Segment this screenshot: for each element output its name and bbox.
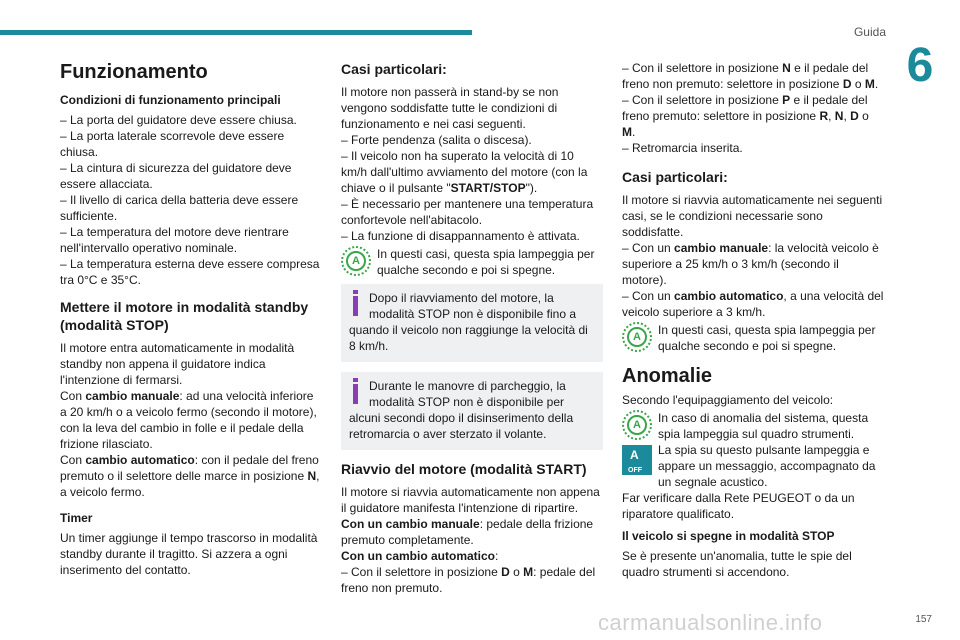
condition-item: – La temperatura esterna deve essere compresa tra 0°C e 35°C.	[60, 257, 320, 287]
restart-auto-item: – Retromarcia inserita.	[622, 141, 743, 155]
engine-stops-text: Se è presente un'anomalia, tutte le spie del quadro strumenti si accendono.	[622, 549, 852, 579]
restart-auto-item: – Con il selettore in posizione N e il pedale del freno non premuto: selettore in posizione D o M.	[622, 61, 879, 91]
condition-item: – La porta laterale scorrevole deve essere chiusa.	[60, 129, 285, 159]
auto-gearbox-text: Con cambio automatico: con il pedale del freno premuto o il selettore delle marce in posizione N, a veicolo fermo.	[60, 453, 320, 499]
restart-auto-item: – Con il selettore in posizione D o M: pedale del freno non premuto.	[341, 565, 596, 595]
restart-manual: Con un cambio manuale: pedale della frizione premuto completamente.	[341, 517, 594, 547]
column-1	[60, 56, 322, 578]
stop-start-warning-icon: A	[622, 410, 652, 440]
info-note: Dopo il riavviamento del motore, la modalità STOP non è disponibile fino a quando il veicolo non raggiunge la velocità di 8 km/h.	[341, 284, 603, 362]
column-2	[341, 56, 603, 596]
case-item: – La funzione di disappannamento è attivata.	[341, 229, 580, 243]
stop-start-warning-icon: A	[622, 322, 652, 352]
condition-item: – La porta del guidatore deve essere chiusa.	[60, 113, 297, 127]
special-cases-intro: Il motore si riavvia automaticamente nei seguenti casi, se le condizioni necessarie sono soddisfatte.	[622, 193, 883, 239]
anomalie-intro: Secondo l'equipaggiamento del veicolo:	[622, 393, 834, 407]
anomalie-warning-row	[622, 410, 884, 442]
header-accent-bar	[0, 30, 472, 35]
column-3	[622, 56, 884, 580]
info-icon	[349, 378, 363, 404]
watermark: carmanualsonline.info	[598, 610, 823, 635]
timer-heading: Timer	[60, 511, 93, 525]
case-item: – Il veicolo non ha superato la velocità di 10 km/h dall'ultimo avviamento del motore (con la chiave o il pulsante "START/STOP").	[341, 149, 588, 195]
condition-item: – La cintura di sicurezza del guidatore deve essere allacciata.	[60, 161, 292, 191]
info-note: Durante le manovre di parcheggio, la modalità STOP non è disponibile per alcuni secondi dopo il disinserimento della retromarcia o aver sterzato il volante.	[341, 372, 603, 450]
case-item: – Forte pendenza (salita o discesa).	[341, 133, 532, 147]
section-title: Guida	[853, 25, 886, 39]
anomalie-check-text: Far verificare dalla Rete PEUGEOT o da un riparatore qualificato.	[622, 491, 855, 521]
warning-light-row	[341, 246, 603, 278]
restart-heading: Riavvio del motore (modalità START)	[341, 461, 587, 477]
stop-start-off-button-icon: A OFF	[622, 445, 652, 475]
page-number: 157	[915, 614, 932, 625]
condition-item: – La temperatura del motore deve rientrare nell'intervallo operativo nominale.	[60, 225, 289, 255]
case-item: – Con un cambio manuale: la velocità veicolo è superiore a 25 km/h o 3 km/h (secondo il motore).	[622, 241, 879, 287]
restart-auto: Con un cambio automatico:	[341, 549, 499, 563]
condition-item: – Il livello di carica della batteria deve essere sufficiente.	[60, 193, 299, 223]
stop-start-warning-icon: A	[341, 246, 371, 276]
special-cases-heading: Casi particolari:	[341, 61, 447, 77]
timer-text: Un timer aggiunge il tempo trascorso in modalità standby durante il tragitto. Si azzera a ogni inserimento del contatto.	[60, 531, 318, 577]
special-cases-heading: Casi particolari:	[622, 169, 728, 185]
stop-mode-heading: Mettere il motore in modalità standby (modalità STOP)	[60, 299, 309, 333]
warning-light-text: In questi casi, questa spia lampeggia per qualche secondo e poi si spegne.	[377, 247, 595, 277]
restart-text: Il motore si riavvia automaticamente non appena il guidatore manifesta l'intenzione di ripartire.	[341, 485, 600, 515]
case-item: – Con un cambio automatico, a una velocità del veicolo superiore a 3 km/h.	[622, 289, 884, 319]
anomalie-off-row	[622, 442, 884, 490]
warning-light-text: In questi casi, questa spia lampeggia per qualche secondo e poi si spegne.	[658, 323, 876, 353]
manual-gearbox-text: Con cambio manuale: ad una velocità inferiore a 20 km/h o a veicolo fermo (secondo il motore), con la leva del cambio in folle e il pedale della frizione rilasciato.	[60, 389, 317, 451]
main-heading: Funzionamento	[60, 61, 208, 83]
anomalie-warning-text: In caso di anomalia del sistema, questa spia lampeggia sul quadro strumenti.	[658, 411, 869, 441]
case-item: – È necessario per mantenere una temperatura confortevole nell'abitacolo.	[341, 197, 594, 227]
conditions-heading: Condizioni di funzionamento principali	[60, 93, 281, 107]
special-cases-intro: Il motore non passerà in stand-by se non vengono soddisfatte tutte le condizioni di funzionamento e nei casi seguenti.	[341, 85, 559, 131]
warning-light-row	[622, 322, 884, 354]
engine-stops-heading: Il veicolo si spegne in modalità STOP	[622, 529, 835, 543]
stop-mode-text: Il motore entra automaticamente in modalità standby non appena il guidatore indica l'intenzione di fermarsi.	[60, 341, 295, 387]
anomalie-heading: Anomalie	[622, 365, 713, 387]
restart-auto-item: – Con il selettore in posizione P e il pedale del freno premuto: selettore in posizione R, N, D o M.	[622, 93, 869, 139]
chapter-number: 6	[906, 39, 934, 92]
anomalie-off-text: La spia su questo pulsante lampeggia e appare un messaggio, accompagnato da un segnale acustico.	[658, 443, 876, 489]
info-icon	[349, 290, 363, 316]
